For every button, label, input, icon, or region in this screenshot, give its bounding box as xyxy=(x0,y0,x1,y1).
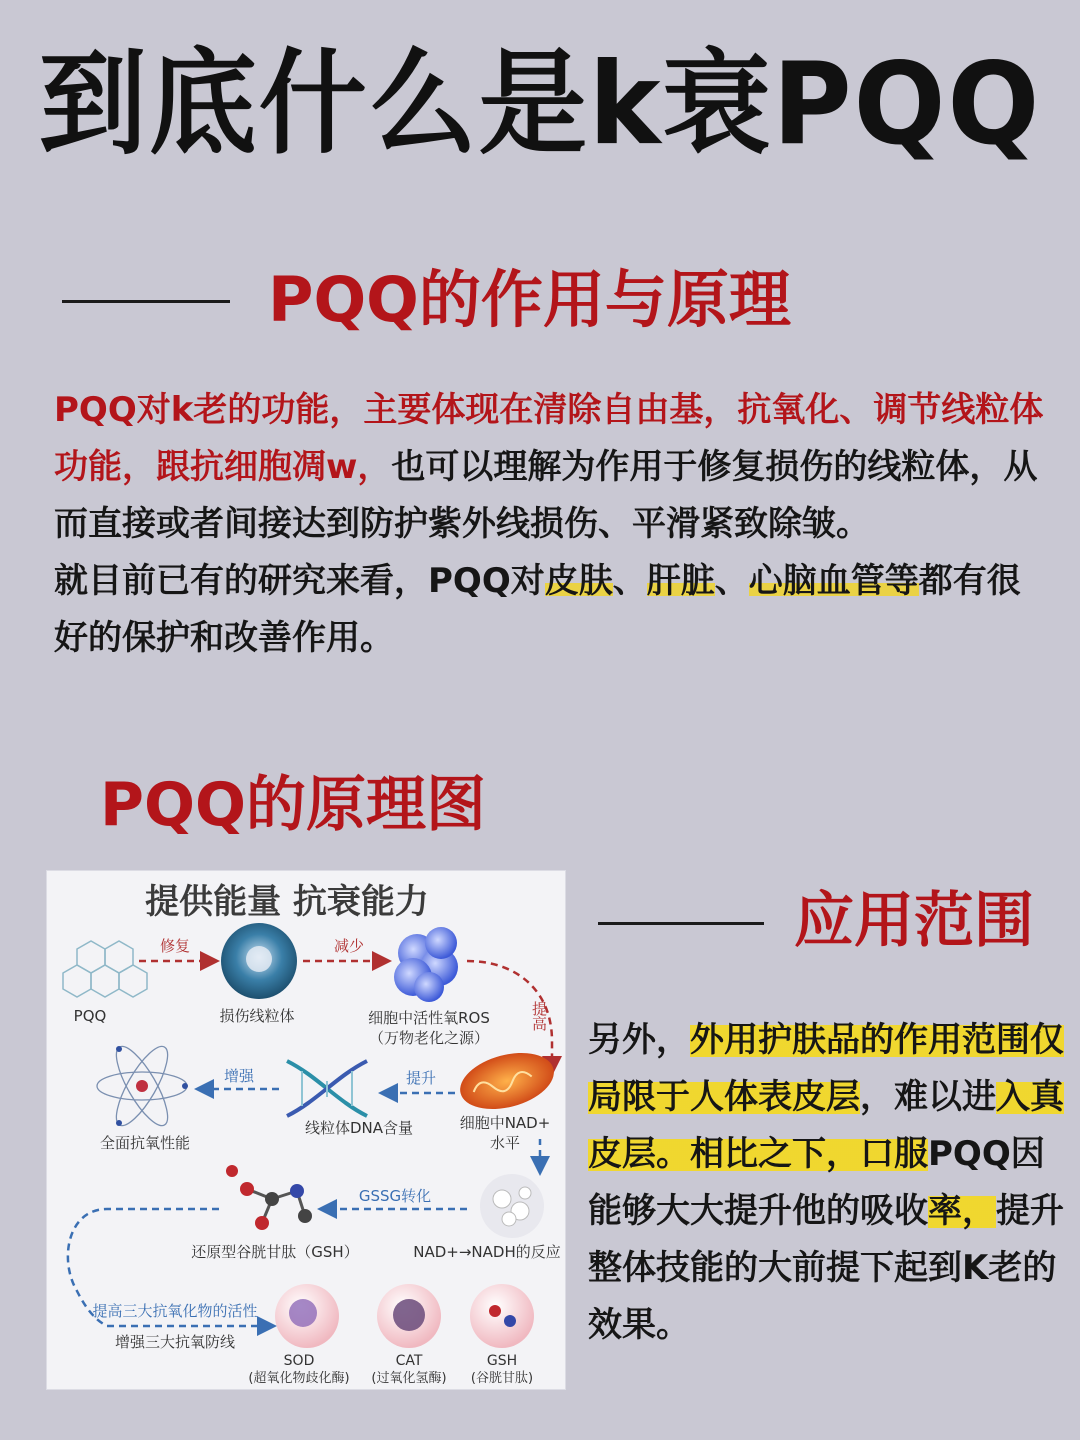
highlight-heart: 心脑血管等 xyxy=(748,561,919,601)
node-ros-line1: 细胞中活性氧ROS xyxy=(368,1009,490,1027)
label-sod: SOD xyxy=(283,1353,315,1369)
node-gsh: 还原型谷胱甘肽（GSH） xyxy=(191,1243,359,1261)
nadh-reaction-icon xyxy=(480,1174,544,1238)
mechanism-diagram xyxy=(46,870,566,1390)
function-text-red: PQQ对k老的功能，主要体现在清除自由基，抗氧化、调节线粒体功能，跟抗细胞凋w， xyxy=(54,390,1044,487)
node-defense: 增强三大抗氧防线 xyxy=(114,1333,236,1351)
label-boost: 提升 xyxy=(405,1069,437,1087)
cat-protein-icon xyxy=(393,1299,425,1331)
heading-rule xyxy=(598,922,764,925)
label-cat-sub: (过氧化氢酶) xyxy=(371,1371,447,1386)
highlight-skincare-scope: 外用护肤品的作用范围仅局限于人体表皮层 xyxy=(588,1020,1064,1117)
research-sep: 、 xyxy=(714,561,749,601)
section-heading-application: 应用范围 xyxy=(794,886,1034,956)
label-cat: CAT xyxy=(395,1353,423,1369)
node-nad-line2: 水平 xyxy=(489,1134,521,1152)
function-paragraph xyxy=(54,382,1044,667)
page-title: 到底什么是k衰PQQ xyxy=(38,38,1042,171)
node-antioxidant: 全面抗氧性能 xyxy=(99,1134,191,1152)
label-raise: 提高 xyxy=(530,1001,548,1031)
application-paragraph xyxy=(588,1012,1070,1354)
heading-rule xyxy=(62,300,230,303)
node-nad-line1: 细胞中NAD+ xyxy=(459,1114,551,1132)
research-text: 就目前已有的研究来看，PQQ对 xyxy=(54,561,545,601)
gsh-atom-icon xyxy=(489,1305,501,1317)
research-text-end: 都有很好的保护和改善作用。 xyxy=(54,561,1021,658)
highlight-absorption: 率， xyxy=(928,1191,996,1231)
research-sep: 、 xyxy=(612,561,647,601)
label-gsh-enzyme: GSH xyxy=(486,1353,518,1369)
node-damaged-mitochondria: 损伤线粒体 xyxy=(219,1007,295,1025)
node-nadh: NAD+→NADH的反应 xyxy=(413,1243,561,1261)
section-heading-diagram: PQQ的原理图 xyxy=(100,770,486,840)
highlight-liver: 肝脏 xyxy=(646,561,715,601)
application-text: ，难以进 xyxy=(860,1077,996,1117)
label-repair: 修复 xyxy=(159,937,191,955)
sod-protein-icon xyxy=(289,1299,317,1327)
label-gssg: GSSG转化 xyxy=(358,1187,432,1205)
dna-helix-icon xyxy=(287,1061,367,1116)
pqq-molecule-icon xyxy=(63,941,147,997)
ros-cluster-icon xyxy=(394,927,458,1002)
diagram-title: 提供能量 抗衰能力 xyxy=(145,882,429,922)
application-text-end: 提升整体技能的大前提下起到K老的效果。 xyxy=(588,1191,1064,1345)
node-pqq: PQQ xyxy=(73,1007,107,1025)
function-text: 也可以理解为作用于修复损伤的线粒体，从而直接或者间接达到防护紫外线损伤、平滑紧致除皱。 xyxy=(54,447,1038,544)
application-text: PQQ因能够大大提升他的吸收 xyxy=(588,1134,1045,1231)
label-reduce: 减少 xyxy=(333,937,365,955)
node-ros-line2: （万物老化之源） xyxy=(368,1029,490,1047)
label-enhance: 增强 xyxy=(223,1067,255,1085)
label-enzyme-activity: 提高三大抗氧化物的活性 xyxy=(92,1302,258,1320)
diagram-svg xyxy=(47,871,565,1389)
application-text: 另外， xyxy=(588,1020,690,1060)
gsh-molecule-icon xyxy=(226,1165,312,1230)
highlight-skin: 皮肤 xyxy=(544,561,613,601)
label-gsh-enzyme-sub: (谷胱甘肽) xyxy=(470,1371,534,1386)
gsh-enzyme-icon xyxy=(470,1284,534,1348)
gsh-atom-icon xyxy=(504,1315,516,1327)
mitochondria-core-icon xyxy=(246,946,272,972)
label-sod-sub: (超氧化物歧化酶) xyxy=(248,1371,350,1386)
mitochondria-nad-icon xyxy=(454,1043,560,1118)
node-mtdna: 线粒体DNA含量 xyxy=(304,1119,414,1137)
highlight-dermis: 入真皮层。相比之下，口服 xyxy=(588,1077,1064,1174)
section-heading-function: PQQ的作用与原理 xyxy=(268,263,791,336)
antioxidant-atom-icon xyxy=(97,1040,188,1132)
